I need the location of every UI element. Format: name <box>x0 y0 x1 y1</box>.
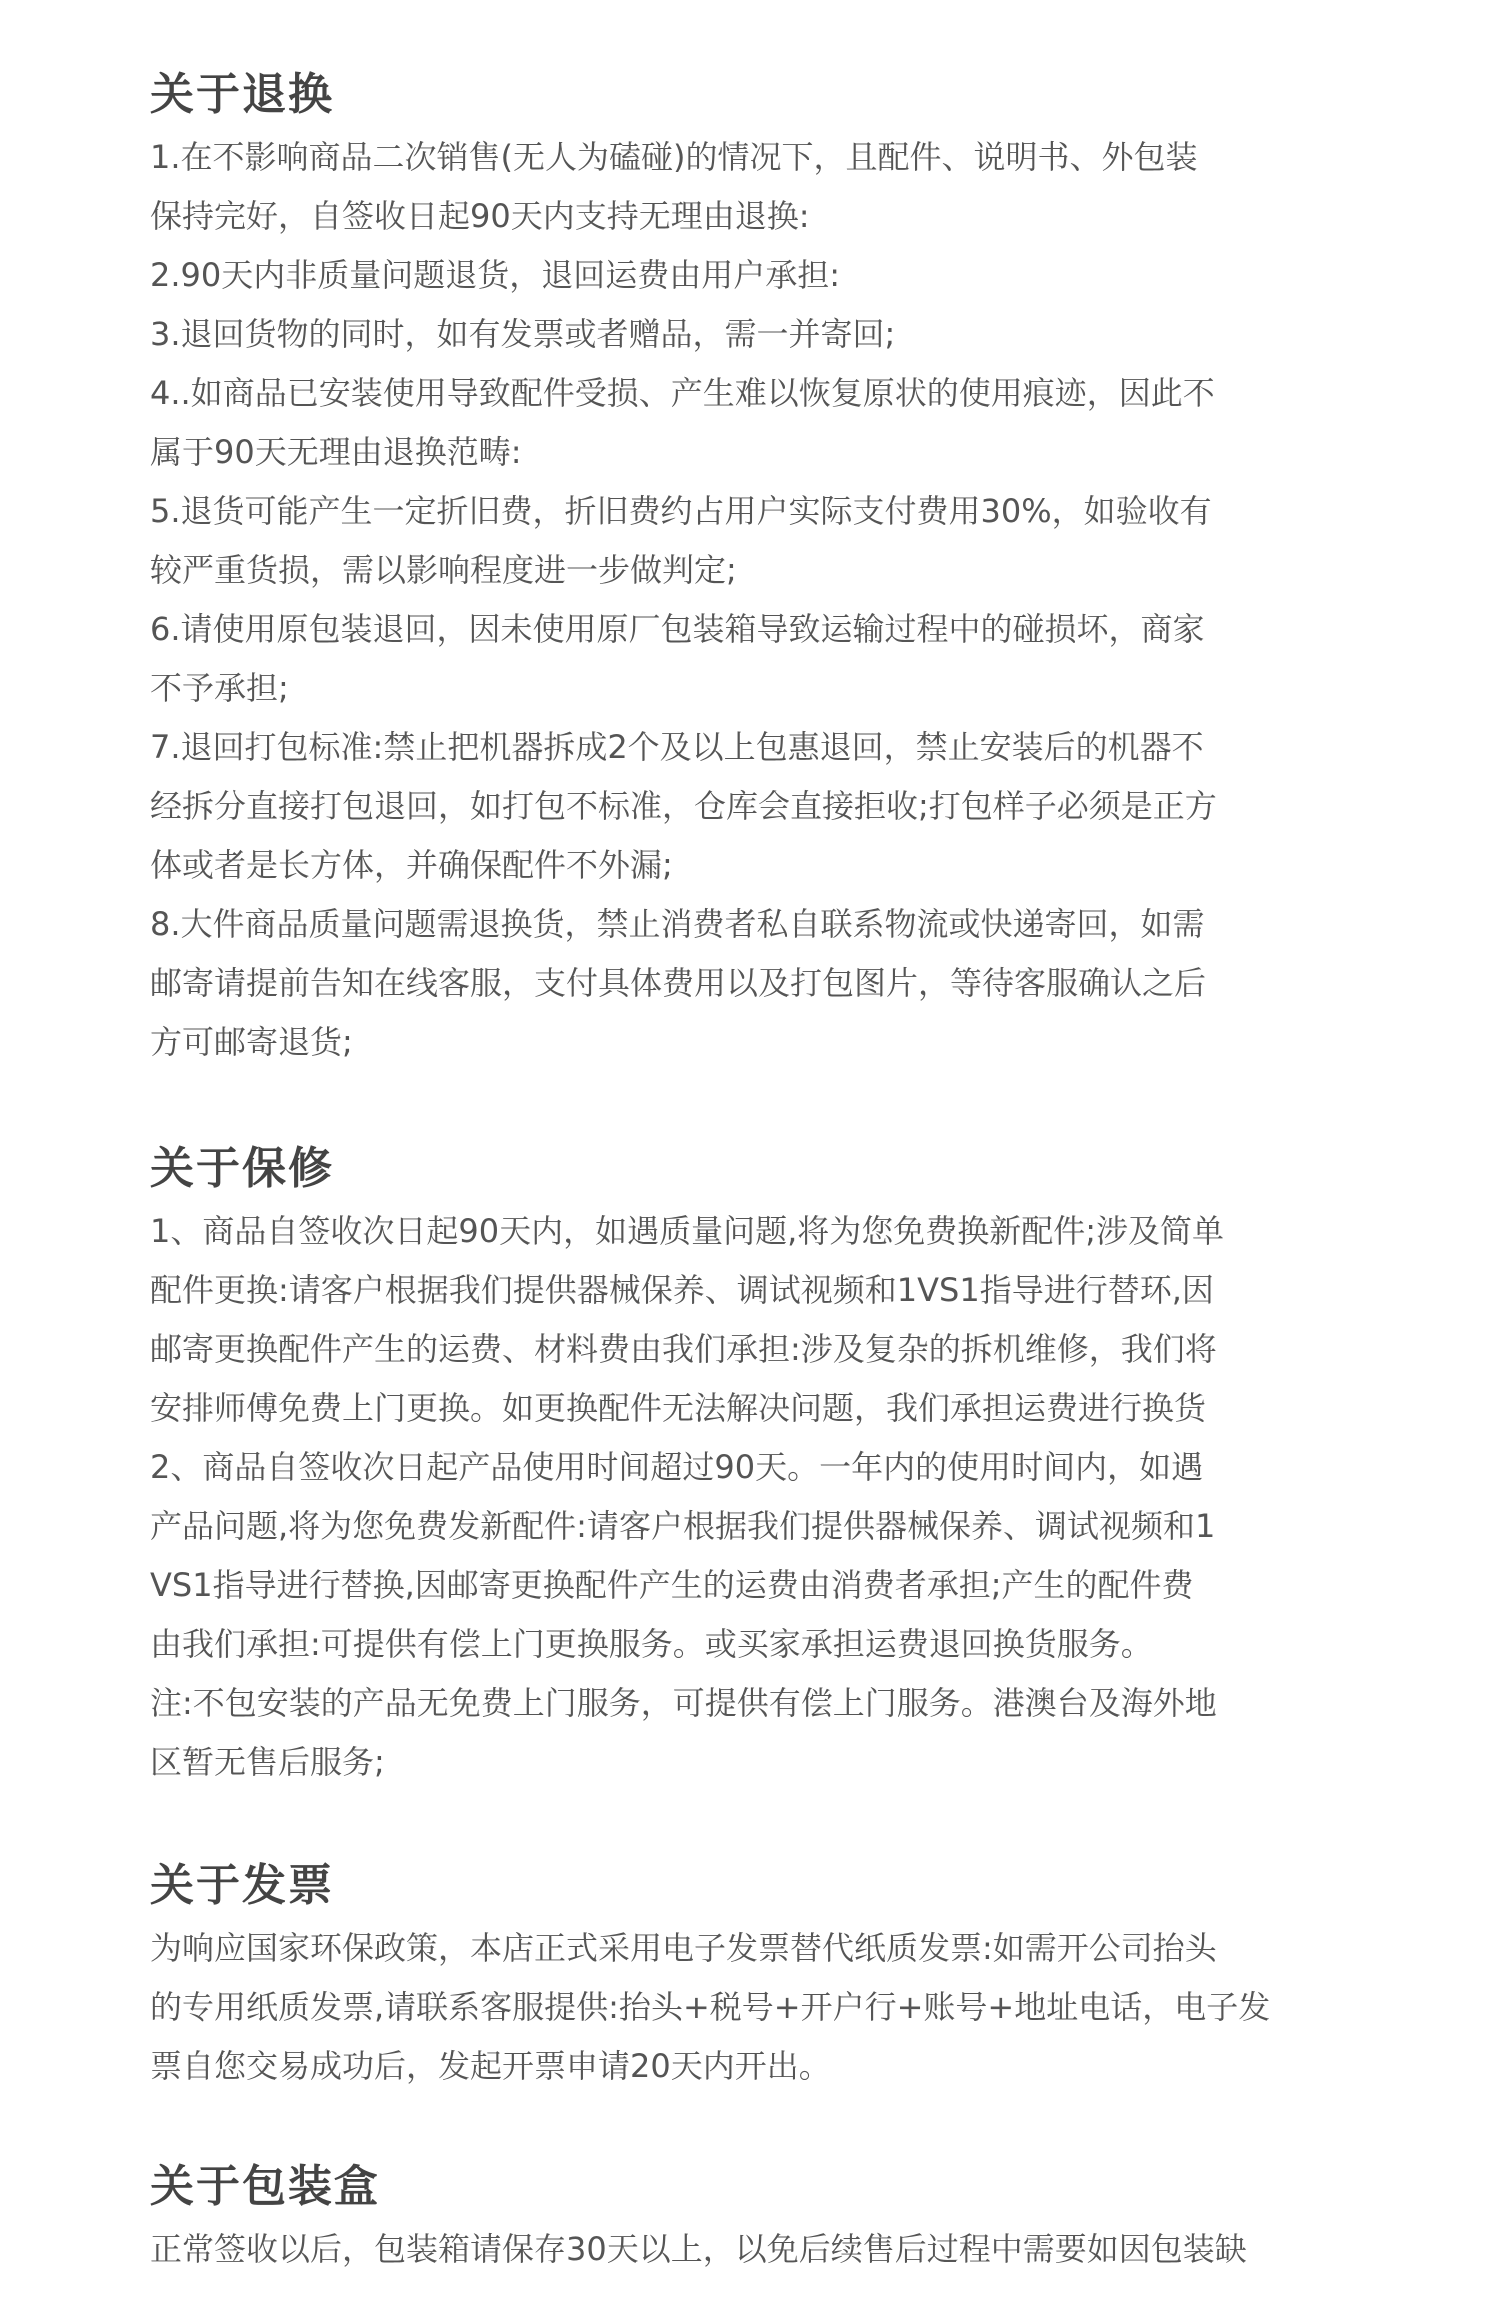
invoice-body <box>150 1919 1350 2096</box>
warranty-line: 2、商品自签收次日起产品使用时间超过90天。一年内的使用时间内，如遇 <box>150 1448 1204 1486</box>
returns-body <box>150 128 1350 1072</box>
returns-line: 体或者是长方体，并确保配件不外漏; <box>150 846 673 884</box>
returns-line: 2.90天内非质量问题退货，退回运费由用户承担: <box>150 256 841 294</box>
packaging-line: 正常签收以后，包装箱请保存30天以上，以免后续售后过程中需要如因包装缺 <box>150 2230 1247 2268</box>
returns-line: 1.在不影响商品二次销售(无人为磕碰)的情况下，且配件、说明书、外包装 <box>150 138 1198 176</box>
returns-line: 邮寄请提前告知在线客服，支付具体费用以及打包图片，等待客服确认之后 <box>150 964 1207 1002</box>
warranty-line: 由我们承担:可提供有偿上门更换服务。或买家承担运费退回换货服务。 <box>150 1625 1153 1663</box>
packaging-section <box>150 2158 1350 2279</box>
returns-line: 不予承担; <box>150 669 289 707</box>
returns-line: 保持完好，自签收日起90天内支持无理由退换: <box>150 197 810 235</box>
returns-line: 较严重货损，需以影响程度进一步做判定; <box>150 551 737 589</box>
warranty-line: 1、商品自签收次日起90天内，如遇质量问题,将为您免费换新配件;涉及简单 <box>150 1212 1225 1250</box>
returns-line: 5.退货可能产生一定折旧费，折旧费约占用户实际支付费用30%，如验收有 <box>150 492 1212 530</box>
returns-line: 4..如商品已安装使用导致配件受损、产生难以恢复原状的使用痕迹，因此不 <box>150 374 1215 412</box>
returns-line: 方可邮寄退货; <box>150 1023 353 1061</box>
returns-line: 经拆分直接打包退回，如打包不标准，仓库会直接拒收;打包样子必须是正方 <box>150 787 1217 825</box>
warranty-line: 产品问题,将为您免费发新配件:请客户根据我们提供器械保养、调试视频和1 <box>150 1507 1216 1545</box>
warranty-body <box>150 1202 1350 1792</box>
returns-section <box>150 66 1350 1072</box>
returns-line: 8.大件商品质量问题需退换货，禁止消费者私自联系物流或快递寄回，如需 <box>150 905 1205 943</box>
returns-line: 3.退回货物的同时，如有发票或者赠品，需一并寄回; <box>150 315 896 353</box>
returns-title: 关于退换 <box>150 69 334 120</box>
invoice-line: 为响应国家环保政策，本店正式采用电子发票替代纸质发票:如需开公司抬头 <box>150 1929 1217 1967</box>
warranty-line: 区暂无售后服务; <box>150 1743 385 1781</box>
warranty-line: 邮寄更换配件产生的运费、材料费由我们承担:涉及复杂的拆机维修，我们将 <box>150 1330 1217 1368</box>
invoice-line: 的专用纸质发票,请联系客服提供:抬头+税号+开户行+账号+地址电话，电子发 <box>150 1988 1271 2026</box>
warranty-line: 安排师傅免费上门更换。如更换配件无法解决问题，我们承担运费进行换货 <box>150 1389 1207 1427</box>
returns-line: 7.退回打包标准:禁止把机器拆成2个及以上包惠退回，禁止安装后的机器不 <box>150 728 1204 766</box>
invoice-line: 票自您交易成功后，发起开票申请20天内开出。 <box>150 2047 831 2085</box>
invoice-title: 关于发票 <box>150 1860 334 1911</box>
returns-line: 属于90天无理由退换范畴: <box>150 433 522 471</box>
returns-line: 6.请使用原包装退回，因未使用原厂包装箱导致运输过程中的碰损坏，商家 <box>150 610 1205 648</box>
packaging-title: 关于包装盒 <box>150 2161 380 2212</box>
invoice-section <box>150 1857 1350 2096</box>
warranty-line: 配件更换:请客户根据我们提供器械保养、调试视频和1VS1指导进行替环,因 <box>150 1271 1214 1309</box>
warranty-section <box>150 1140 1350 1792</box>
warranty-line: VS1指导进行替换,因邮寄更换配件产生的运费由消费者承担;产生的配件费 <box>150 1566 1194 1604</box>
warranty-line: 注:不包安装的产品无免费上门服务，可提供有偿上门服务。港澳台及海外地 <box>150 1684 1217 1722</box>
packaging-body <box>150 2220 1350 2279</box>
warranty-title: 关于保修 <box>150 1143 334 1194</box>
